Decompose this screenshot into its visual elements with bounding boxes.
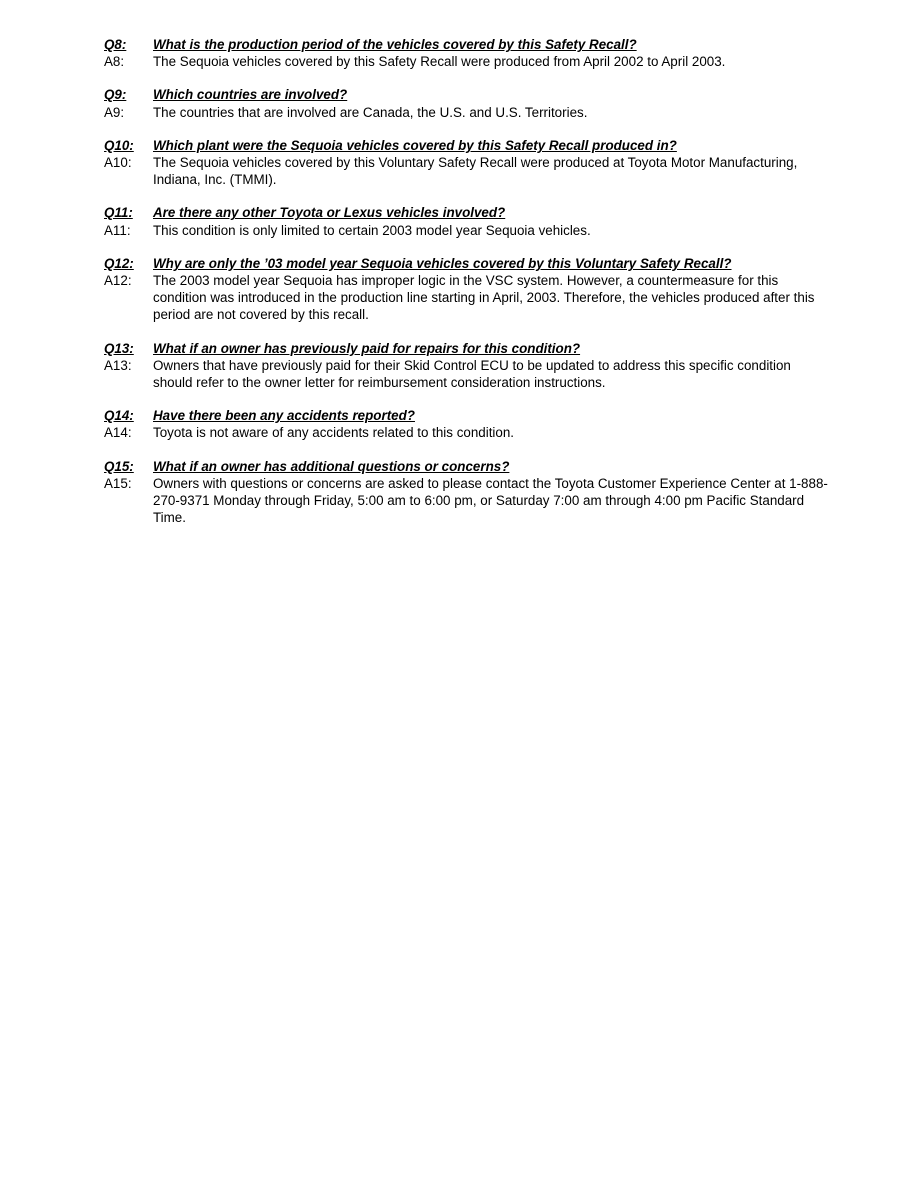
answer-label: A15:: [104, 475, 132, 491]
answer-label: A11:: [104, 222, 131, 238]
question-label: Q11:: [104, 205, 133, 221]
answer-text: Toyota is not aware of any accidents related to this condition.: [153, 425, 515, 441]
qa-item-q14: [104, 407, 828, 441]
answer-row: [104, 475, 828, 527]
answer-label: A9:: [104, 104, 125, 120]
answer-row: [104, 222, 828, 239]
answer-row: [104, 104, 828, 121]
question-row: [104, 407, 828, 424]
question-text: Have there been any accidents reported?: [153, 408, 415, 424]
question-label: Q15:: [104, 458, 134, 474]
answer-text: Owners with questions or concerns are asked to please contact the Toyota Customer Experience Center at 1-888-270-9371 Monday through Friday, 5:00 am to 6:00 pm, or Saturday 7:00 am through 4:00 pm Pacific Standard Time.: [153, 475, 828, 526]
question-row: [104, 86, 828, 103]
question-text: What is the production period of the vehicles covered by this Safety Recall?: [153, 37, 637, 52]
faq-document: [104, 36, 828, 542]
answer-text: The Sequoia vehicles covered by this Safety Recall were produced from April 2002 to April 2003.: [153, 54, 726, 70]
qa-item-q8: [104, 36, 828, 70]
question-row: [104, 340, 828, 357]
answer-text: Owners that have previously paid for their Skid Control ECU to be updated to address this specific condition should refer to the owner letter for reimbursement consideration instructions.: [153, 357, 791, 391]
question-text: What if an owner has previously paid for repairs for this condition?: [153, 340, 581, 356]
question-label: Q12:: [104, 255, 134, 271]
question-row: [104, 137, 828, 154]
question-label: Q10:: [104, 137, 134, 153]
question-text: Are there any other Toyota or Lexus vehicles involved?: [153, 205, 506, 221]
qa-item-q10: [104, 137, 828, 189]
answer-row: [104, 53, 828, 70]
answer-text: The 2003 model year Sequoia has improper logic in the VSC system. However, a countermeasure for this condition was introduced in the production line starting in April, 2003. Therefore, the vehicles produced after this period are not covered by this recall.: [153, 273, 815, 323]
qa-item-q15: [104, 458, 828, 527]
answer-label: A12:: [104, 273, 132, 289]
answer-row: [104, 154, 828, 188]
question-text: What if an owner has additional questions or concerns?: [153, 458, 510, 474]
qa-item-q13: [104, 340, 828, 392]
answer-row: [104, 357, 828, 391]
question-row: [104, 204, 828, 221]
question-label: Q9:: [104, 87, 127, 103]
qa-item-q12: [104, 255, 828, 324]
answer-label: A8:: [104, 54, 125, 70]
answer-label: A10:: [104, 155, 132, 171]
question-label: Q14:: [104, 408, 134, 424]
question-label: Q8:: [104, 37, 127, 52]
qa-item-q9: [104, 86, 828, 120]
answer-text: The countries that are involved are Canada, the U.S. and U.S. Territories.: [153, 104, 588, 120]
question-text: Which countries are involved?: [153, 87, 348, 103]
question-row: [104, 255, 828, 272]
answer-text: The Sequoia vehicles covered by this Voluntary Safety Recall were produced at Toyota Motor Manufacturing, Indiana, Inc. (TMMI).: [153, 155, 798, 188]
answer-row: [104, 424, 828, 441]
question-row: [104, 458, 828, 475]
qa-item-q11: [104, 204, 828, 238]
question-label: Q13:: [104, 340, 134, 356]
answer-label: A14:: [104, 425, 132, 441]
question-row: [104, 36, 828, 53]
question-text: Which plant were the Sequoia vehicles covered by this Safety Recall produced in?: [153, 137, 677, 153]
answer-text: This condition is only limited to certain 2003 model year Sequoia vehicles.: [153, 222, 591, 238]
answer-label: A13:: [104, 357, 132, 373]
question-text: Why are only the ’03 model year Sequoia vehicles covered by this Voluntary Safety Recall?: [153, 255, 732, 271]
answer-row: [104, 272, 828, 324]
